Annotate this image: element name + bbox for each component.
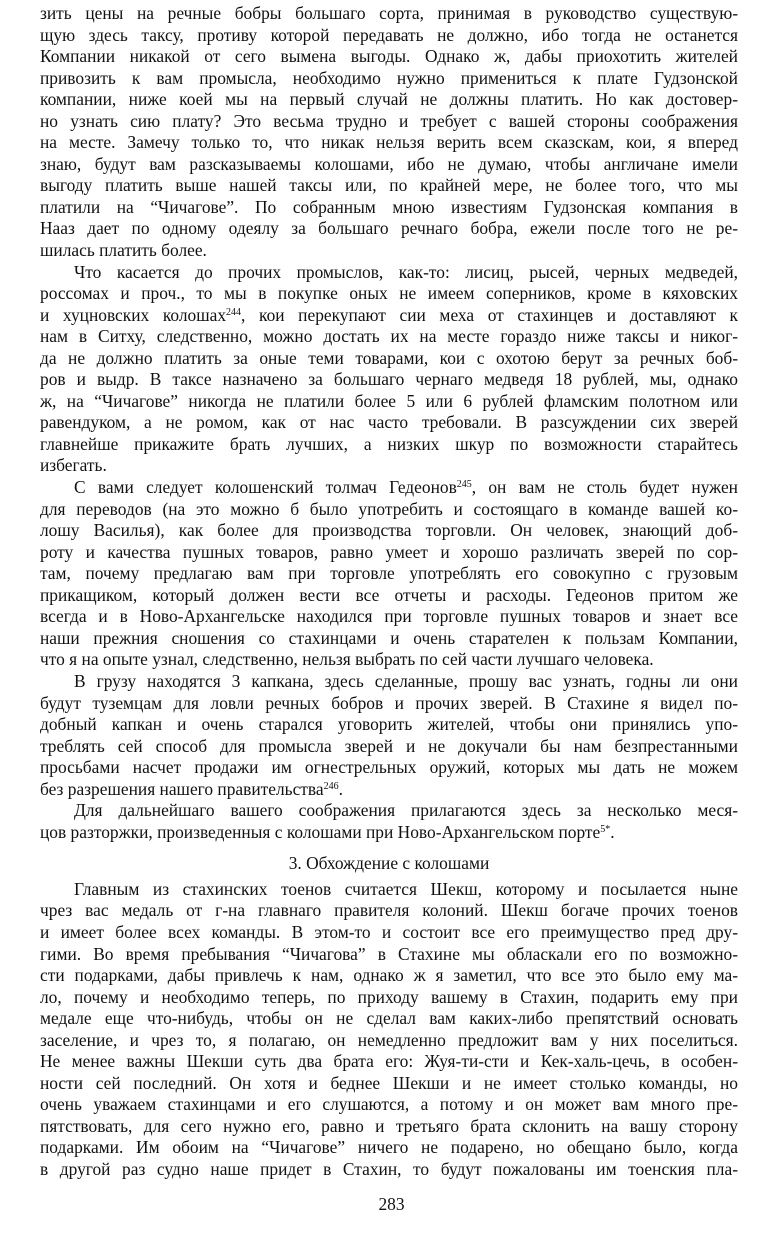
text-line: гими. Во время пребывания “Чичагова” в Стахине мы обласкали его по возможно-: [40, 943, 738, 964]
text-line: лошу Василья), как более для производства торговли. Он человек, знающий доб-: [40, 520, 738, 541]
text-line: всегда и в Ново-Архангельске находился при торговле пушных товаров и знает все: [40, 606, 738, 627]
text-line: щую здесь таксу, противу которой передавать не должно, ибо тогда не останется: [40, 24, 738, 45]
text-line: сти подарками, дабы привлечь к нам, однако ж я заметил, что все это было ему ма-: [40, 965, 738, 986]
footnote-ref[interactable]: 5*: [600, 823, 611, 835]
text-line: привозить к вам промысла, необходимо нужно примениться к плате Гудзонской: [40, 67, 738, 88]
text-line: роту и качества пушных товаров, равно умеет и хорошо различать зверей по сор-: [40, 541, 738, 562]
text-line: Что касается до прочих промыслов, как-то: лисиц, рысей, черных медведей,: [74, 261, 738, 282]
text-line: но узнать сию плату? Это весьма трудно и требует с вашей стороны соображения: [40, 110, 738, 131]
text-line: просьбами насчет продажи им огнестрельных оружий, которых мы дать не можем: [40, 757, 738, 778]
text-line: наши прежния сношения со стахинцами и очень старателен к пользам Компании,: [40, 627, 738, 648]
text-line: платили на “Чичагове”. По собранным мною известиям Гудзонская компания в: [40, 196, 738, 217]
text-line: прикащиком, который должен вести все отчеты и расходы. Гедеонов притом же: [40, 584, 738, 605]
text-line: цов разторжки, произведенныя с колошами при Ново-Архангельском порте$^{5*}$.: [40, 821, 615, 842]
text-line: Компании никакой от сего вымена выгоды. Однако ж, дабы приохотить жителей: [40, 46, 738, 67]
text-line: для переводов (на это можно б было употребить и состоящаго в команде вашей ко-: [40, 498, 738, 519]
text-line: Нааз дает по одному одеялу за большаго речнаго бобра, ежели после того не ре-: [40, 218, 738, 239]
text-line: да не должно платить за оные теми товарами, кои с охотою берут за речных боб-: [40, 347, 738, 368]
text-line: Для дальнейшаго вашего соображения прилагаются здесь за несколько меся-: [74, 800, 738, 821]
document-page: [40, 3, 738, 1181]
text-line: треблять сей способ для промысла зверей и не докучали бы нам безпрестанными: [40, 735, 738, 756]
paragraph: [40, 3, 738, 262]
text-line: там, почему предлагаю вам при торговле употреблять его совокупно с грузовым: [40, 563, 738, 584]
text-line: знаю, будут вам разсказываемы колошами, ибо не думаю, чтобы англичане имели: [40, 153, 738, 174]
text-line: и имеет более всех команды. В этом-то и состоит все его преимущество пред дру-: [40, 921, 738, 942]
text-line: что я на опыте узнал, следственно, нельзя выбрать по сей части лучшаго человека.: [40, 649, 654, 670]
text-line: и хуцновских колошах$^{244}$, кои перекупают сии меха от стахинцев и доставляют к: [40, 304, 738, 325]
text-line: равендуком, а не ромом, как от нас часто требовали. В разсуждении сих зверей: [40, 412, 738, 433]
text-line: ров и выдр. В таксе назначено за большаго чернаго медведя 18 рублей, мы, однако: [40, 369, 738, 390]
section-heading: 3. Обхождение с колошами: [288, 853, 490, 874]
text-line: без разрешения нашего правительства$^{246}$.: [40, 778, 343, 799]
text-line: Главным из стахинских тоенов считается Шекш, которому и посылается ныне: [74, 878, 738, 899]
paragraph: [40, 879, 738, 1181]
page-number: 283: [378, 1194, 405, 1214]
text-line: очень уважаем стахинцами и его слушаются, а потому и он может вам много пре-: [40, 1094, 738, 1115]
paragraph: [40, 800, 738, 843]
text-line: заселение, и чрез то, я полагаю, он немедленно предложит вам у них поселиться.: [40, 1029, 738, 1050]
text-line: ж, на “Чичагове” никогда не платили более 5 или 6 рублей фламским полотном или: [40, 390, 738, 411]
text-line: добный капкан и очень старался уговорить жителей, чтобы они принялись упо-: [40, 714, 738, 735]
text-line: пятствовать, для сего нужно его, равно и третьяго брата склонить на вашу сторону: [40, 1115, 738, 1136]
text-line: главнейше прикажите брать лучших, а низких шкур по возможности старайтесь: [40, 433, 738, 454]
text-line: россомах и проч., то мы в покупке оных не имеем соперников, кроме в кяховских: [40, 283, 738, 304]
text-line: медале еще что-нибудь, чтобы он не сделал вам каких-либо препятствий основать: [40, 1008, 738, 1029]
text-line: выгоду платить выше нашей таксы или, по крайней мере, не более того, что мы: [40, 175, 738, 196]
text-line: зить цены на речные бобры большаго сорта, принимая в руководство существую-: [40, 3, 738, 23]
text-line: ности сей последний. Он хотя и беднее Шекши и не имеет столько команды, но: [40, 1072, 738, 1093]
text-line: чрез вас медаль от г-на главнаго правителя колоний. Шекш богаче прочих тоенов: [40, 900, 738, 921]
text-line: в другой раз судно наше придет в Стахин, то будут пожалованы им тоенския пла-: [40, 1158, 738, 1179]
footnote-ref[interactable]: 245: [456, 479, 472, 491]
text-line: Не менее важны Шекши суть два брата его: Жуя-ти-сти и Кек-халь-цечь, в особен-: [40, 1051, 738, 1072]
paragraph: [40, 477, 738, 671]
text-line: на месте. Замечу только то, что никак нельзя верить всем сказскам, кои, я вперед: [40, 132, 738, 153]
footnote-ref[interactable]: 244: [226, 306, 242, 318]
text-line: ло, почему и необходимо теперь, по приходу вашему в Стахин, подарить ему при: [40, 986, 738, 1007]
text-line: будут туземцам для ловли речных бобров и прочих зверей. В Стахине я видел по-: [40, 692, 738, 713]
paragraph: [40, 671, 738, 800]
text-line: компании, ниже коей мы на первый случай не должны платить. Но как достовер-: [40, 89, 738, 110]
text-line: нам в Ситху, следственно, можно достать их на месте гораздо ниже таксы и никог-: [40, 326, 738, 347]
text-line: В грузу находятся 3 капкана, здесь сделанные, прошу вас узнать, годны ли они: [74, 670, 738, 691]
paragraph: [40, 262, 738, 477]
section-text: [40, 879, 738, 1181]
text-line: шилась платить более.: [40, 240, 207, 261]
body-text: [40, 3, 738, 843]
text-line: избегать.: [40, 455, 107, 476]
text-line: С вами следует колошенский толмач Гедеонов$^{245}$, он вам не столь будет нужен: [74, 477, 738, 498]
footnote-ref[interactable]: 246: [323, 780, 339, 792]
text-line: подарками. Им обоим на “Чичагове” ничего не подарено, но обещано было, когда: [40, 1137, 738, 1158]
